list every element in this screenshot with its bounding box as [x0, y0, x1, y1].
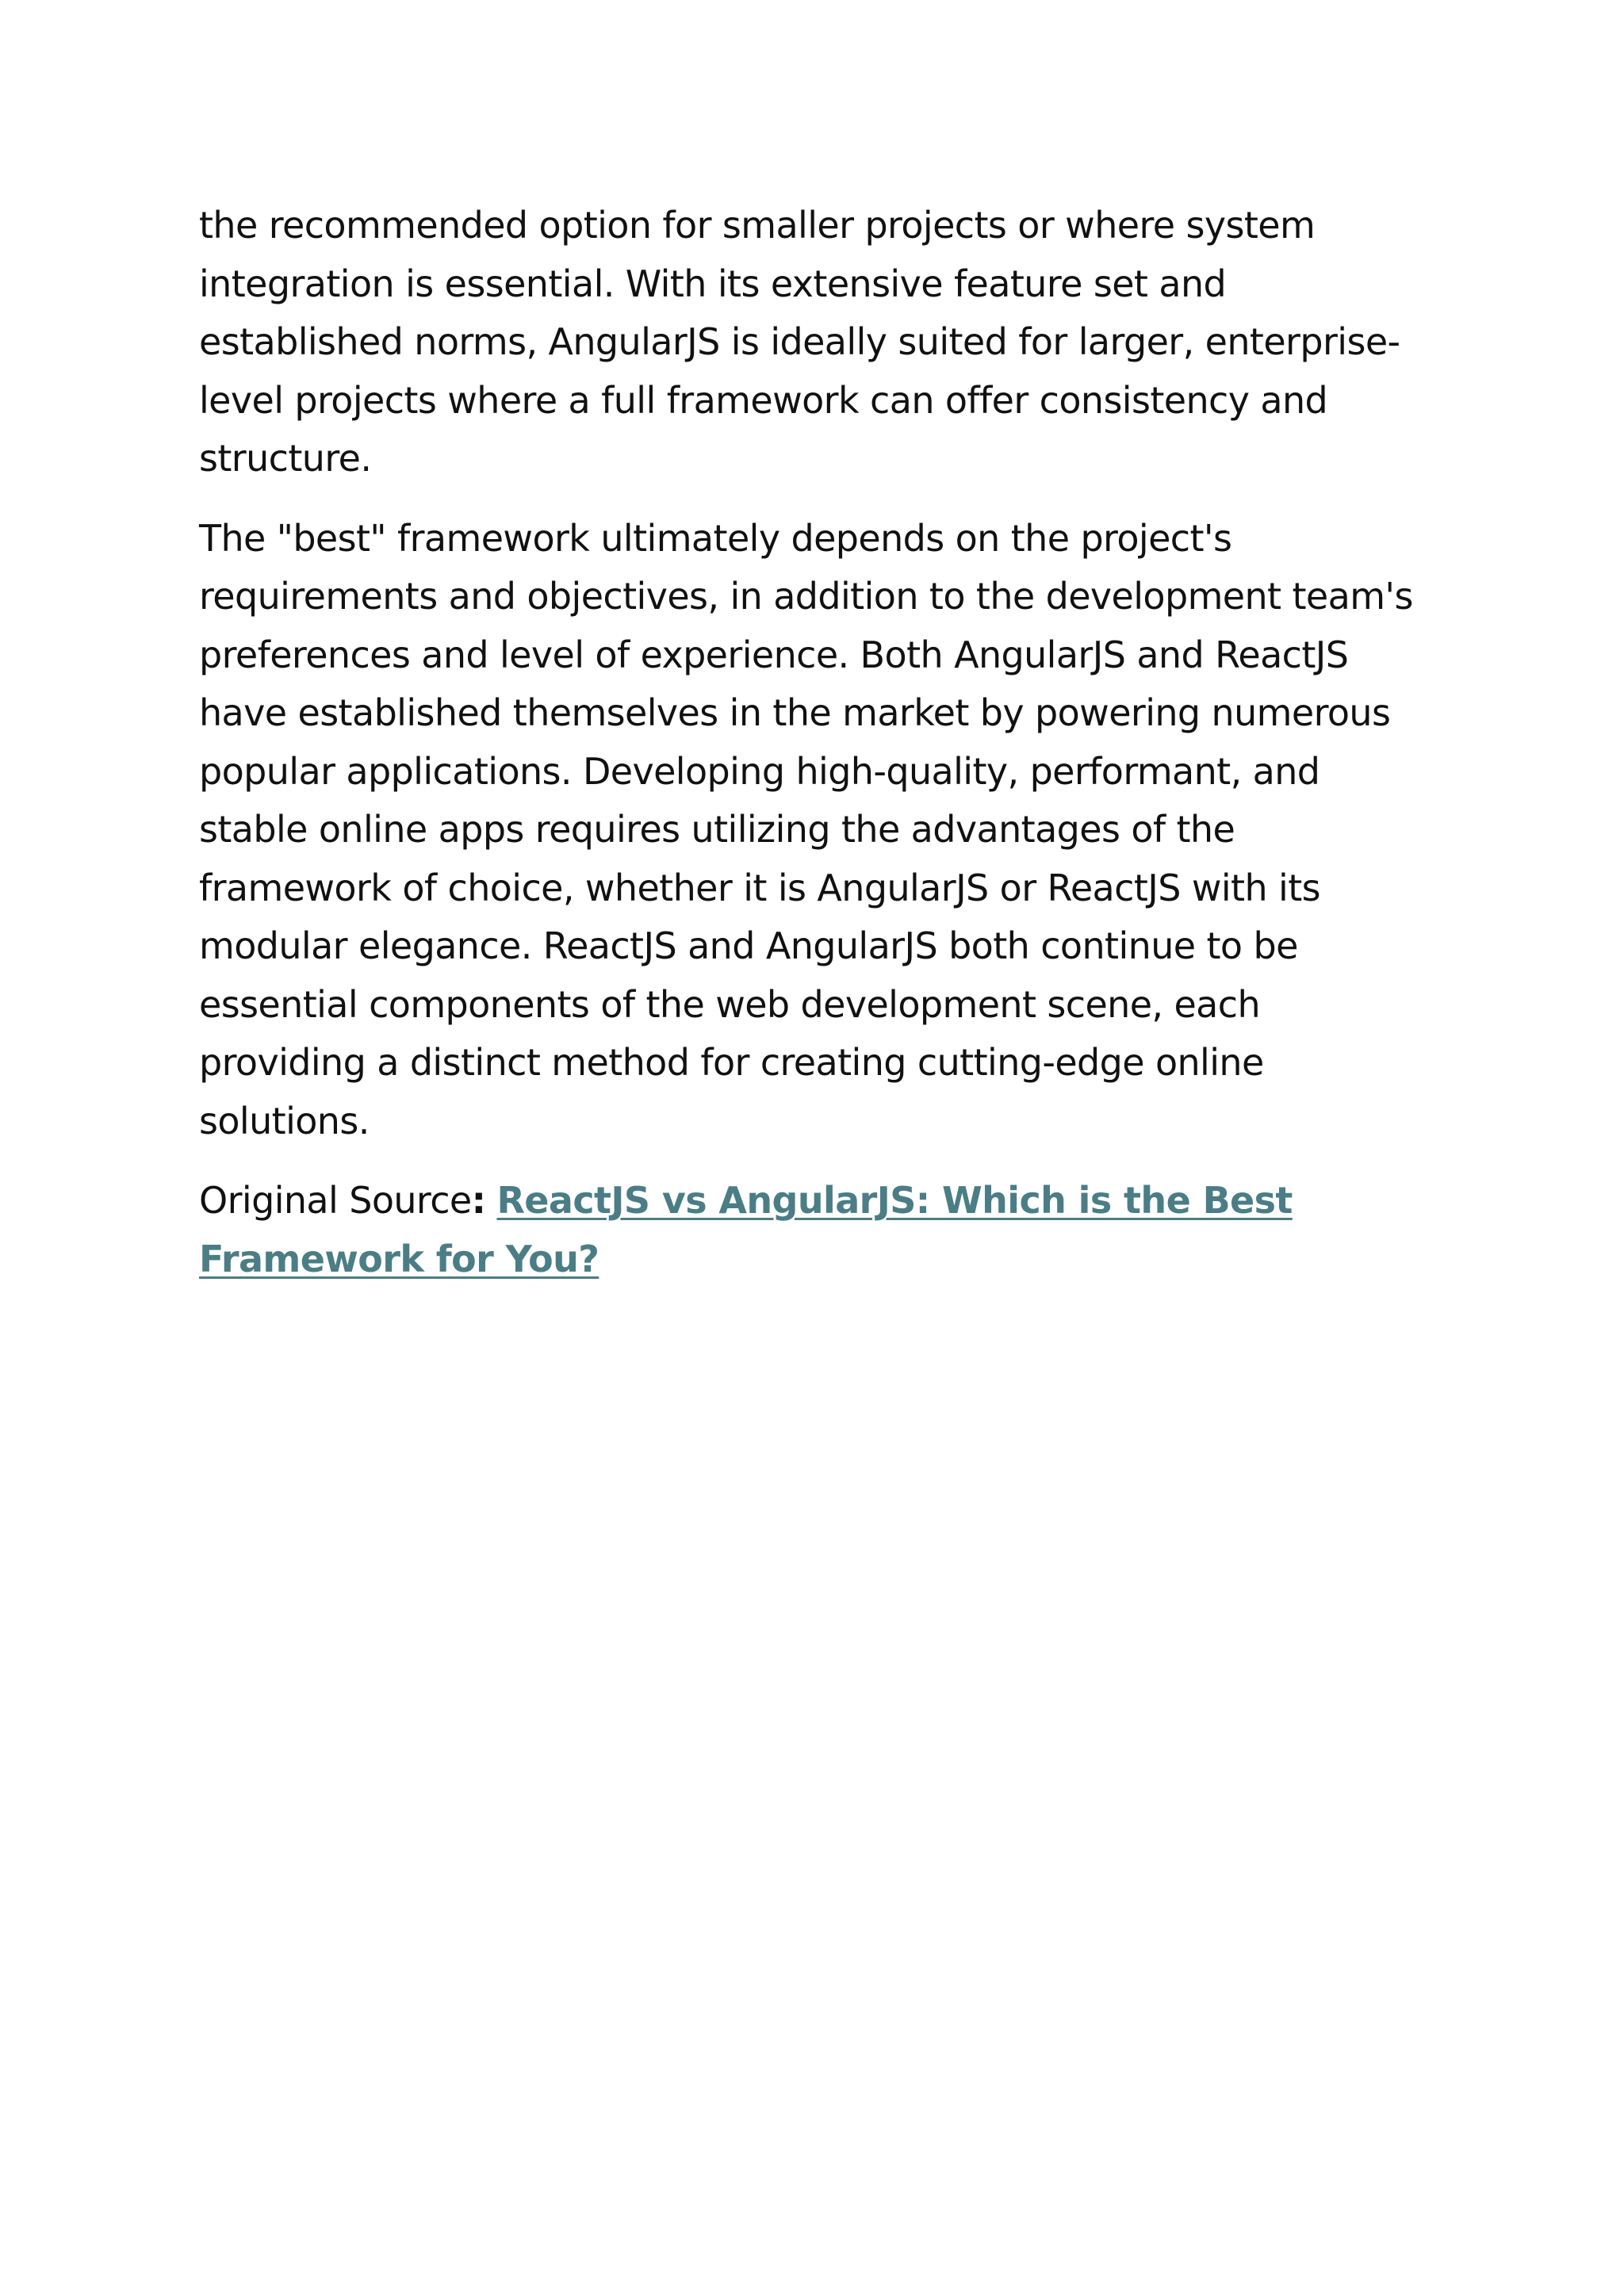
paragraph-conclusion-intro: the recommended option for smaller projects or where system integration is essential. With its extensive feature set and established norms, AngularJS is ideally suited for larger, enterprise-level projects where a full framework can offer consistency and structure.	[199, 204, 1400, 480]
paragraph-best-framework: The "best" framework ultimately depends on the project's requirements and objectives, in addition to the development team's preferences and level of experience. Both AngularJS and ReactJS have established themselves in the market by powering numerous popular applications. Developing high-quality, performant, and stable online apps requires utilizing the advantages of the framework of choice, whether it is AngularJS or ReactJS with its modular elegance. ReactJS and AngularJS both continue to be essential components of the web development scene, each providing a distinct method for creating cutting-edge online solutions.	[199, 516, 1413, 1142]
source-line	[199, 1172, 1436, 1288]
source-link[interactable]: ReactJS vs AngularJS: Which is the Best Framework for You?	[199, 1179, 1293, 1280]
document-body	[199, 197, 1436, 1288]
source-label: Original Source	[199, 1179, 472, 1222]
source-colon: :	[471, 1179, 486, 1222]
